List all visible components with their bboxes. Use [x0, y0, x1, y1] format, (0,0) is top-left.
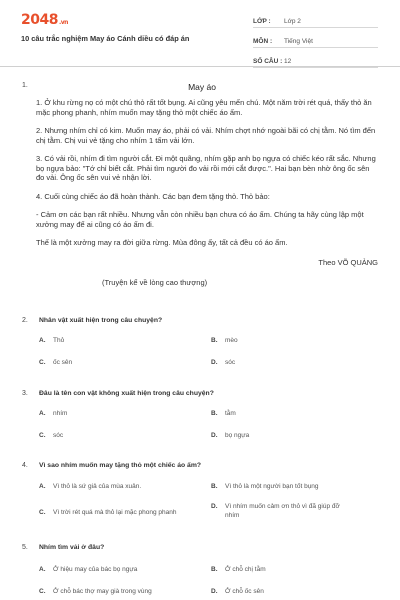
header-divider	[0, 66, 400, 67]
option-letter: A.	[39, 410, 46, 417]
option-letter: D.	[211, 432, 218, 439]
meta-value: 12	[284, 58, 292, 65]
meta-row-class	[253, 15, 378, 28]
option-text: Vì trời rét quá mà thỏ lại mặc phong phanh	[53, 509, 177, 516]
meta-label: SỐ CÂU :	[253, 58, 283, 65]
passage-paragraph: 1. Ở khu rừng nọ có một chú thỏ rất tốt bụng. Ai cũng yêu mến chú. Một năm trời rét quá, thấy thỏ ăn mặc phong phanh, nhím muốn may tặng thỏ một chiếc áo ấm.	[36, 98, 372, 117]
option-a[interactable]	[39, 410, 67, 417]
question-number: 2.	[22, 317, 28, 324]
option-b[interactable]	[211, 337, 238, 344]
option-letter: C.	[39, 432, 46, 439]
option-letter: A.	[39, 483, 46, 490]
option-letter: B.	[211, 410, 218, 417]
passage-source: (Truyện kể về lòng cao thượng)	[102, 278, 208, 287]
option-a[interactable]	[39, 483, 141, 490]
question-text: Vì sao nhím muốn may tặng thỏ một chiếc áo ấm?	[39, 462, 202, 469]
option-text: Vì thỏ là sứ giả của mùa xuân.	[53, 483, 142, 490]
question-text: Nhím tìm vải ở đâu?	[39, 544, 105, 551]
option-c[interactable]	[39, 509, 177, 516]
meta-row-subject	[253, 35, 378, 48]
option-text: Ở chỗ ốc sên	[225, 588, 264, 595]
meta-label: MÔN :	[253, 38, 273, 45]
passage-paragraph: Thế là một xưởng may ra đời giữa rừng. Mùa đông ấy, tất cả đều có áo ấm.	[36, 238, 288, 247]
site-logo[interactable]	[21, 12, 68, 28]
option-text: Vì thỏ là một người bạn tốt bụng	[225, 483, 319, 490]
option-text: Ở hiệu may của bác bọ ngựa	[53, 566, 138, 573]
option-letter: C.	[39, 588, 46, 595]
option-letter: A.	[39, 337, 46, 344]
option-b[interactable]	[211, 566, 266, 573]
option-d[interactable]	[211, 432, 249, 439]
passage-paragraph: 2. Nhưng nhím chỉ có kim. Muốn may áo, phải có vải. Nhím chợt nhớ ngoài bãi có chị tằm. Nó tìm đến chị tằm. Chị vui vẻ tặng cho nhím 1 tấm vải lớn.	[36, 126, 376, 145]
option-text: Thỏ	[53, 337, 65, 344]
passage-paragraph: 4. Cuối cùng chiếc áo đã hoàn thành. Các bạn đem tặng thỏ. Thỏ bảo:	[36, 192, 270, 201]
option-text: mèo	[225, 337, 238, 344]
option-letter: C.	[39, 509, 46, 516]
question-number: 4.	[22, 462, 28, 469]
document-title: 10 câu trắc nghiệm May áo Cánh diều có đáp án	[21, 34, 190, 43]
option-text: Ở chỗ bác thợ may già trong vùng	[53, 588, 152, 595]
story-title: May áo	[188, 82, 216, 92]
passage-paragraph: 3. Có vải rồi, nhím đi tìm người cắt. Đi một quãng, nhím gặp anh bọ ngựa có chiếc kéo rất sắc. Nhưng bọ ngựa bảo: "Tớ chỉ biết cắt. Phải tìm người đo vải rồi mới cắt được.". Hai bạn bèn nhờ ông ốc sên đo vải. Ông ốc sên vui vẻ nhận lời.	[36, 154, 376, 182]
option-text: tằm	[225, 410, 236, 417]
option-d[interactable]	[211, 588, 264, 595]
option-letter: B.	[211, 566, 218, 573]
option-b[interactable]	[211, 410, 236, 417]
question-text: Đâu là tên con vật không xuất hiện trong câu chuyện?	[39, 390, 214, 397]
question-number: 3.	[22, 390, 28, 397]
option-c[interactable]	[39, 359, 72, 366]
option-b[interactable]	[211, 483, 319, 490]
meta-value: Lớp 2	[284, 18, 301, 25]
option-letter: C.	[39, 359, 46, 366]
meta-label: LỚP :	[253, 18, 271, 25]
option-a[interactable]	[39, 337, 64, 344]
option-d[interactable]	[211, 359, 235, 366]
option-letter: D.	[211, 503, 218, 510]
option-c[interactable]	[39, 588, 152, 595]
option-text: Vì nhím muốn cảm ơn thỏ vì đã giúp đỡ nhím	[225, 503, 340, 519]
logo-suffix: .vn	[58, 19, 68, 26]
option-letter: B.	[211, 483, 218, 490]
option-letter: B.	[211, 337, 218, 344]
option-text: bọ ngựa	[225, 432, 250, 439]
option-text: Ở chỗ chị tằm	[225, 566, 266, 573]
option-a[interactable]	[39, 566, 137, 573]
option-text: nhím	[53, 410, 68, 417]
passage-paragraph: - Cảm ơn các bạn rất nhiều. Nhưng vẫn còn nhiều bạn chưa có áo ấm. Chúng ta hãy cùng lập một xưởng may để ai cũng có áo ấm đi.	[36, 210, 364, 229]
option-letter: A.	[39, 566, 46, 573]
meta-value: Tiếng Việt	[284, 38, 313, 45]
question-text: Nhân vật xuất hiện trong câu chuyện?	[39, 317, 163, 324]
option-text: sóc	[53, 432, 64, 439]
option-letter: D.	[211, 588, 218, 595]
question-number: 1.	[22, 82, 28, 89]
option-letter: D.	[211, 359, 218, 366]
option-text: sóc	[225, 359, 236, 366]
option-text: ốc sên	[53, 359, 73, 366]
passage-author: Theo VÕ QUẢNG	[318, 258, 378, 267]
option-c[interactable]	[39, 432, 63, 439]
option-d[interactable]	[211, 503, 355, 520]
question-number: 5.	[22, 544, 28, 551]
logo-text: 2048	[21, 12, 58, 28]
